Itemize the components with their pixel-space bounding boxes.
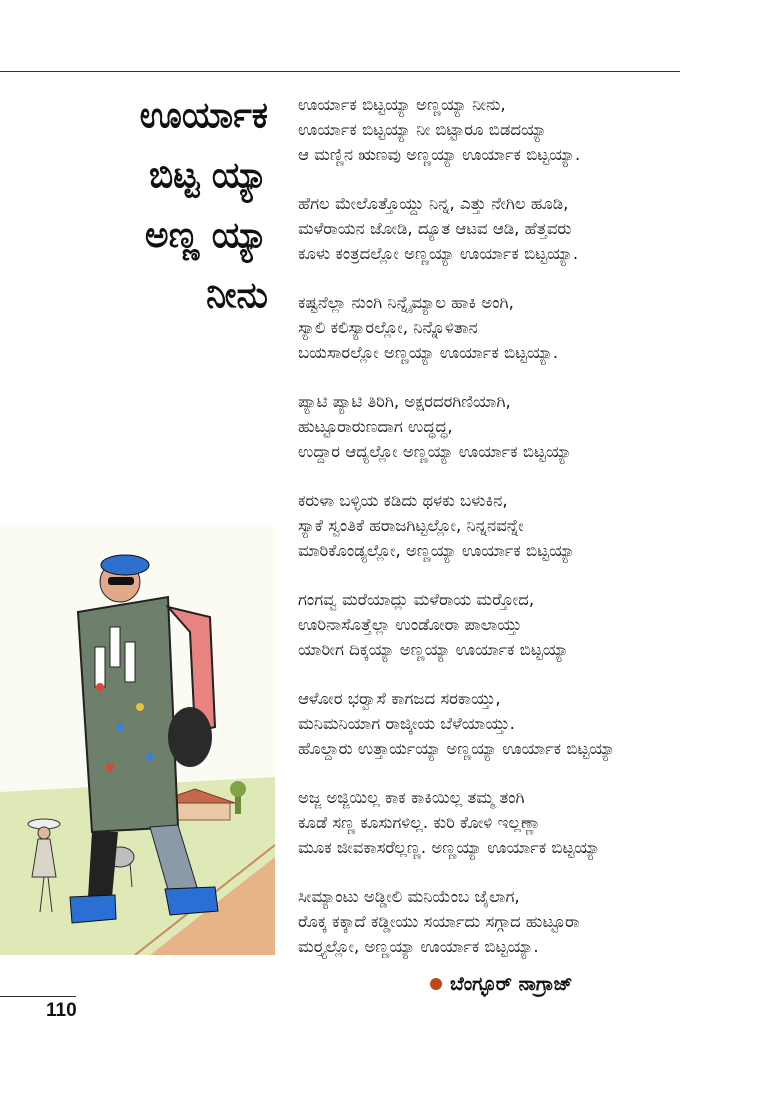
poem-line: ಕೂಳು ಕಂತ್ರದಲ್ಲೋ ಅಣ್ಣಯ್ಯಾ ಊರ್ಯಾಕ ಬಿಟ್ಟಯ್ಯಾ. <box>298 244 579 263</box>
poem-line: ಕೂಡೆ ಸಣ್ಣ ಕೂಸುಗಳಿಲ್ಲ. ಕುರಿ ಕೋಳಿ ಇಲ್ಲಣ್ಣಾ <box>298 813 541 832</box>
poem-line: ಕರುಳಾ ಬಳ್ಳಿಯ ಕಡಿದು ಥಳಕು ಬಳುಕಿನ, <box>298 491 508 510</box>
page-number: 110 <box>46 1000 77 1021</box>
title-line: ನೀನು <box>206 275 268 316</box>
poem-line: ಹುಟ್ಟೂರಾರುಣದಾಗ ಉದ್ಧದ್ಧ, <box>298 417 453 436</box>
stanza <box>298 785 738 860</box>
poem-line: ಆಳೋರ ಭರ್‍ವಾಸೆ ಕಾಗಜದ ಸರಕಾಯ್ತು, <box>298 689 501 708</box>
poem-line: ಯಾರೀಗ ದಿಕ್ಕಯ್ಯಾ ಅಣ್ಣಯ್ಯಾ ಊರ್ಯಾಕ ಬಿಟ್ಟಯ್ಯಾ <box>298 640 569 659</box>
stanza <box>298 587 738 662</box>
poem-title <box>100 86 268 326</box>
stanza <box>298 191 738 266</box>
poem-line: ರೊಕ್ಕ ಕಕ್ಕಾದೆ ಕಡ್ಡೀಯು ಸರ್ಯಾದು ಸಗ್ಗಾದ ಹುಟ್ಟೂರಾ <box>298 912 580 931</box>
author-bullet-icon <box>430 978 442 990</box>
poem-line: ಸ್ಯಾಲಿ ಕಲಿಸ್ಯಾರಲ್ಲೋ, ನಿನ್ನೊಳಿತಾನ <box>298 318 478 337</box>
poem-line: ಹೆಗಲ ಮೇಲೊತ್ತೊಯ್ದು ನಿನ್ನ, ಎತ್ತು ನೇಗಿಲ ಹೂಡಿ, <box>298 194 569 213</box>
poem-line: ಕಷ್ಟನೆಲ್ಲಾ ನುಂಗಿ ನಿನ್ನೈಮ್ಯಾಲ ಹಾಕಿ ಅಂಗಿ, <box>298 293 514 312</box>
poem-line: ಸೀಮ್ಯಾಂಟು ಅಡ್ಡೀಲಿ ಮನಿಯೆಂಬ ಜೈಲಾಗ, <box>298 887 520 906</box>
poem-line: ಊರ್ಯಾಕ ಬಿಟ್ಟಯ್ಯಾ ನೀ ಬಿಟ್ಟಾರೂ ಬಿಡದಯ್ಯಾ <box>298 120 547 139</box>
poem-line: ಊರ್ಯಾಕ ಬಿಟ್ಟಯ್ಯಾ ಅಣ್ಣಯ್ಯಾ ನೀನು, <box>298 95 506 114</box>
poem-line: ಉದ್ದಾರ ಆದ್ಯಲ್ಲೋ ಅಣ್ಣಯ್ಯಾ ಊರ್ಯಾಕ ಬಿಟ್ಟಯ್ಯಾ <box>298 442 572 461</box>
poem-line: ಮನಿಮನಿಯಾಗ ರಾಜ್ಕೀಯ ಬೆಳೆಯಾಯ್ತು. <box>298 714 515 733</box>
stanza <box>298 884 738 959</box>
author-credit <box>430 973 573 995</box>
poem-line: ಊರಿನಾಸೊತ್ತೆಲ್ಲಾ ಉಂಡೋರಾ ಪಾಲಾಯ್ತು <box>298 615 522 634</box>
top-rule <box>0 71 680 72</box>
poem-line: ಪ್ಯಾಟಿ ಪ್ಯಾಟಿ ತಿರಿಗಿ, ಅಕ್ಷರದರಗಿಣಿಯಾಗಿ, <box>298 392 511 411</box>
author-name: ಬೆಂಗ್ಳೂರ್ ನಾಗ್ರಾಜ್ <box>450 973 573 995</box>
stanza <box>298 686 738 761</box>
poem-line: ಅಜ್ಜ ಅಜ್ಜಿಯಿಲ್ಲ ಕಾಕ ಕಾಕಿಯಿಲ್ಲ ತಮ್ಮ ತಂಗಿ <box>298 788 525 807</box>
poem-line: ಸ್ಯಾಕೆ ಸ್ವಂತಿಕೆ ಹರಾಜಗಿಟ್ಟಲ್ಲೋ, ನಿನ್ನನವನ್ನೇ <box>298 516 524 535</box>
poem-line: ಮೂಕ ಜೀವಕಾಸರೆಲ್ಲಣ್ಣ. ಅಣ್ಣಯ್ಯಾ ಊರ್ಯಾಕ ಬಿಟ್ಟಯ್ಯಾ <box>298 838 601 857</box>
poem-line: ಮಾರಿಕೊಂಡ್ಯಲ್ಲೋ, ಅಣ್ಣಯ್ಯಾ ಊರ್ಯಾಕ ಬಿಟ್ಟಯ್ಯಾ <box>298 541 575 560</box>
poem-illustration <box>0 527 275 955</box>
poem-body <box>298 92 738 983</box>
poem-line: ಬಯಸಾರಲ್ಲೋ ಅಣ್ಣಯ್ಯಾ ಊರ್ಯಾಕ ಬಿಟ್ಟಯ್ಯಾ. <box>298 343 559 362</box>
title-line: ಅಣ್ಣ ಯ್ಯಾ <box>144 215 268 256</box>
stanza <box>298 488 738 563</box>
poem-line: ಮಳೆರಾಯನ ಜೋಡಿ, ದ್ಯೂತ ಆಟವ ಆಡಿ, ಹೆತ್ತವರು <box>298 219 572 238</box>
title-line: ಊರ್ಯಾಕ <box>139 95 268 136</box>
poem-line: ಹೊಲ್ದಾರು ಉತ್ತಾರ್ಯಯ್ಯಾ ಅಣ್ಣಯ್ಯಾ ಊರ್ಯಾಕ ಬಿಟ್ಟಯ್ಯಾ <box>298 739 616 758</box>
poem-line: ಗಂಗವ್ವ ಮರೆಯಾದ್ಲು ಮಳೆರಾಯ ಮರ್‍ತೋದ, <box>298 590 535 609</box>
stanza <box>298 290 738 365</box>
poem-line: ಮರ್‍ತ್ಯಲ್ಲೋ, ಅಣ್ಣಯ್ಯಾ ಊರ್ಯಾಕ ಬಿಟ್ಟಯ್ಯಾ. <box>298 937 539 956</box>
bottom-rule <box>0 996 76 997</box>
stanza <box>298 389 738 464</box>
stanza <box>298 92 738 167</box>
title-line: ಬಿಟ್ಟ ಯ್ಯಾ <box>148 155 268 196</box>
poem-line: ಆ ಮಣ್ಣಿನ ಋಣವು ಅಣ್ಣಯ್ಯಾ ಊರ್ಯಾಕ ಬಿಟ್ಟಯ್ಯಾ. <box>298 145 581 164</box>
